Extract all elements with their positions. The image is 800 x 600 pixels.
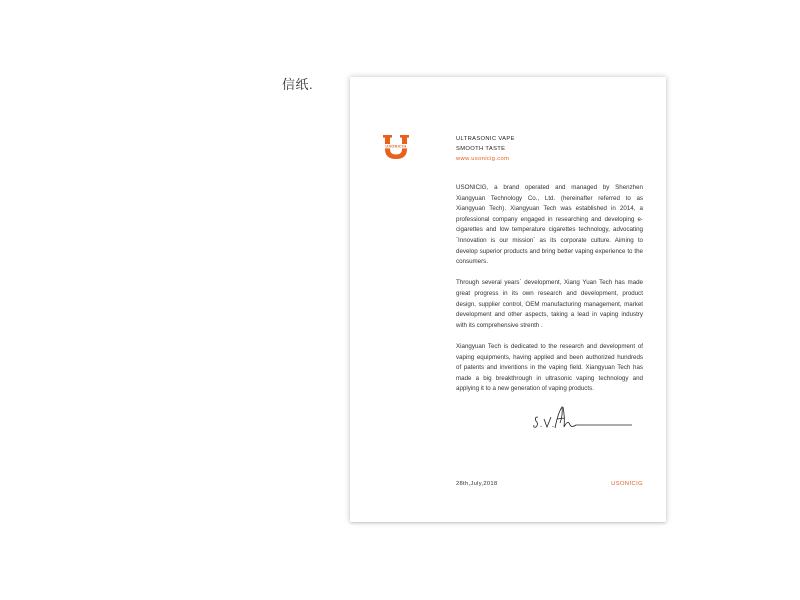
logo-wordmark: USONICIG [385, 144, 407, 149]
letterhead-page [350, 77, 666, 522]
signature-image [532, 405, 636, 433]
letter-body [456, 183, 643, 405]
website-link[interactable]: www.usonicig.com [456, 156, 510, 162]
body-paragraph-1: USONICIG, a brand operated and managed by Shenzhen Xiangyuan Technology Co., Ltd. (hereinafter referred to as Xiangyuan Tech). Xiangyuan Tech was established in 2014, a professional company engaged in researching and developing e-cigarettes and low temperature cigarettes technology, advocating `Innovation is our mission` as its corporate culture. Aiming to develop superior products and bring better vaping experience to the consumers. [456, 184, 643, 266]
caption-title: 信纸. [282, 77, 314, 92]
letterhead-header [456, 134, 515, 164]
usonicig-logo-icon [382, 135, 410, 159]
tagline-smooth: SMOOTH TASTE [456, 146, 506, 152]
footer-brand: USONICIG [611, 481, 643, 487]
letter-date: 28th,July,2018 [456, 481, 498, 487]
body-paragraph-2: Through several years` development, Xiang Yuan Tech has made great progress in its own research and development, product design, supplier control, OEM manufacturing management, market development and other aspects, taking a lead in vaping industry with its comprehensive strenth . [456, 279, 643, 329]
body-paragraph-3: Xiangyuan Tech is dedicated to the research and development of vaping equipments, having applied and been authorized hundreds of patents and inventions in the vaping field. Xiangyuan Tech has made a big breakthrough in ultrasonic vaping technology and applying it to a new generation of vaping products. [456, 342, 643, 393]
tagline-ultrasonic: ULTRASONIC VAPE [456, 136, 515, 142]
